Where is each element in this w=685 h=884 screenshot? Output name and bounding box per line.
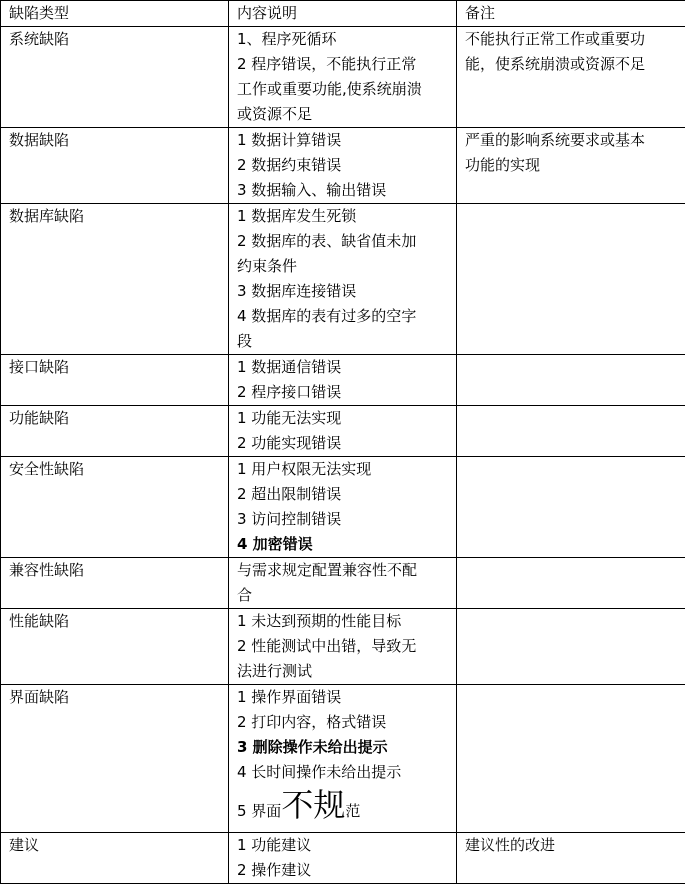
content-line: 1 功能无法实现	[237, 406, 450, 431]
content-suffix: 范	[345, 802, 360, 820]
content-cell	[229, 204, 457, 355]
content-line: 工作或重要功能,使系统崩溃	[237, 77, 450, 102]
content-cell	[229, 685, 457, 833]
table-header-row	[1, 1, 685, 27]
note-cell	[457, 558, 685, 609]
content-line: 法进行测试	[237, 659, 450, 684]
content-line: 合	[237, 583, 450, 608]
content-line: 2 数据约束错误	[237, 153, 450, 178]
content-cell	[229, 558, 457, 609]
content-line-bold: 3 删除操作未给出提示	[237, 735, 450, 760]
defect-type-cell: 数据库缺陷	[1, 204, 229, 355]
note-line: 严重的影响系统要求或基本	[465, 128, 679, 153]
defect-type-cell: 性能缺陷	[1, 609, 229, 685]
content-line: 2 程序错误，不能执行正常	[237, 52, 450, 77]
content-line: 段	[237, 329, 450, 354]
table-row	[1, 355, 685, 406]
content-line: 1 数据计算错误	[237, 128, 450, 153]
content-large-text: 不规	[281, 786, 345, 824]
content-line: 2 操作建议	[237, 858, 450, 883]
content-line: 3 访问控制错误	[237, 507, 450, 532]
content-line: 或资源不足	[237, 102, 450, 127]
note-cell	[457, 609, 685, 685]
content-line-bold: 4 加密错误	[237, 532, 450, 557]
content-cell	[229, 833, 457, 884]
defect-type-cell: 兼容性缺陷	[1, 558, 229, 609]
note-cell	[457, 833, 685, 884]
header-cell-content: 内容说明	[229, 1, 457, 27]
content-line-mixed-size	[237, 785, 450, 832]
defect-type-cell: 建议	[1, 833, 229, 884]
note-line: 功能的实现	[465, 153, 679, 178]
content-line: 4 数据库的表有过多的空字	[237, 304, 450, 329]
content-line: 3 数据库连接错误	[237, 279, 450, 304]
content-line: 1 数据库发生死锁	[237, 204, 450, 229]
content-line: 1、程序死循环	[237, 27, 450, 52]
table-row	[1, 204, 685, 355]
content-line: 2 功能实现错误	[237, 431, 450, 456]
defect-type-cell: 功能缺陷	[1, 406, 229, 457]
note-cell	[457, 457, 685, 558]
defect-type-cell: 安全性缺陷	[1, 457, 229, 558]
note-line: 建议性的改进	[465, 833, 679, 858]
table-row	[1, 558, 685, 609]
content-prefix: 5 界面	[237, 802, 281, 820]
table-row	[1, 685, 685, 833]
content-cell	[229, 355, 457, 406]
note-cell	[457, 685, 685, 833]
content-line: 3 数据输入、输出错误	[237, 178, 450, 203]
table-row	[1, 406, 685, 457]
note-cell	[457, 128, 685, 204]
note-cell	[457, 355, 685, 406]
content-line: 约束条件	[237, 254, 450, 279]
content-line: 1 操作界面错误	[237, 685, 450, 710]
content-line: 与需求规定配置兼容性不配	[237, 558, 450, 583]
note-cell	[457, 27, 685, 128]
note-line: 能，使系统崩溃或资源不足	[465, 52, 679, 77]
content-cell	[229, 457, 457, 558]
header-cell-note: 备注	[457, 1, 685, 27]
table-row	[1, 128, 685, 204]
content-cell	[229, 128, 457, 204]
content-line: 1 功能建议	[237, 833, 450, 858]
table-row	[1, 833, 685, 884]
content-cell	[229, 609, 457, 685]
content-line: 2 数据库的表、缺省值未加	[237, 229, 450, 254]
table-row	[1, 457, 685, 558]
content-line: 2 打印内容，格式错误	[237, 710, 450, 735]
content-line: 1 用户权限无法实现	[237, 457, 450, 482]
content-cell	[229, 27, 457, 128]
content-line: 4 长时间操作未给出提示	[237, 760, 450, 785]
defect-type-cell: 界面缺陷	[1, 685, 229, 833]
table-row	[1, 609, 685, 685]
table-row	[1, 27, 685, 128]
content-line: 1 数据通信错误	[237, 355, 450, 380]
defect-type-cell: 系统缺陷	[1, 27, 229, 128]
defect-type-cell: 接口缺陷	[1, 355, 229, 406]
defect-type-cell: 数据缺陷	[1, 128, 229, 204]
note-cell	[457, 204, 685, 355]
content-line: 2 程序接口错误	[237, 380, 450, 405]
content-cell	[229, 406, 457, 457]
note-line: 不能执行正常工作或重要功	[465, 27, 679, 52]
header-cell-type: 缺陷类型	[1, 1, 229, 27]
content-line: 2 性能测试中出错，导致无	[237, 634, 450, 659]
note-cell	[457, 406, 685, 457]
content-line: 2 超出限制错误	[237, 482, 450, 507]
content-line: 1 未达到预期的性能目标	[237, 609, 450, 634]
